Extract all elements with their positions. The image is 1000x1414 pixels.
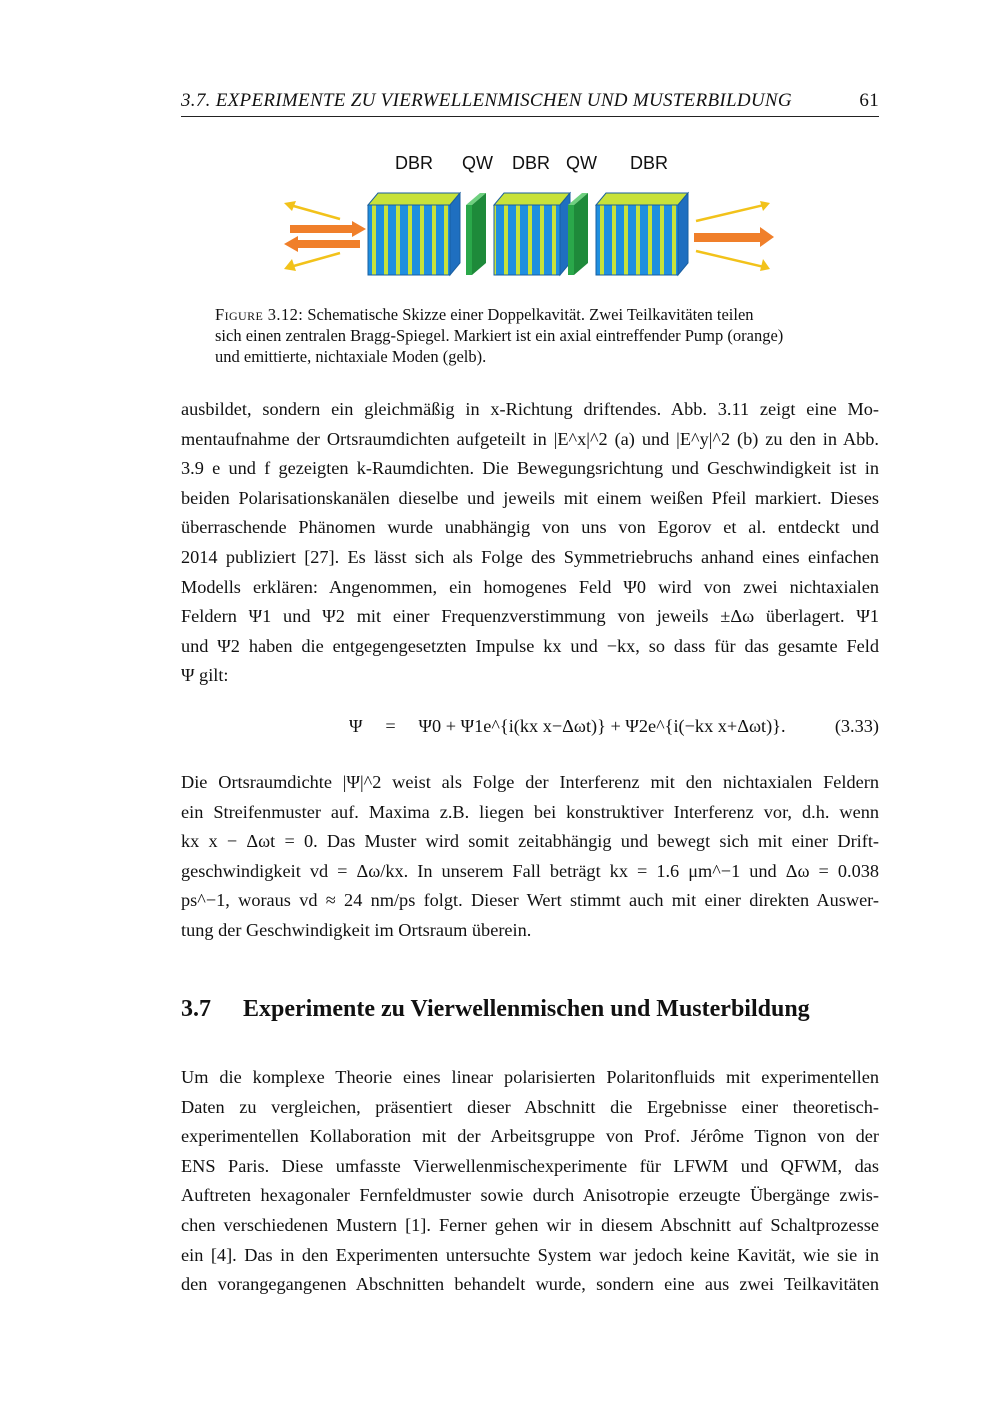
text-line: chen verschiedenen Mustern [1]. Ferner gehen wir in diesem Abschnitt auf Schaltprozesse bbox=[181, 1214, 879, 1235]
paragraph-interference bbox=[181, 768, 879, 946]
section-number: 3.7 bbox=[181, 996, 211, 1022]
equation-3-33 bbox=[181, 716, 879, 746]
caption-line: sich einen zentralen Bragg-Spiegel. Markiert ist ein axial eintreffender Pump (orange) bbox=[215, 326, 784, 345]
text-line: Ψ gilt: bbox=[181, 665, 229, 686]
equation-lhs: Ψ bbox=[349, 716, 363, 736]
text-line: ein Streifenmuster auf. Maxima z.B. liegen bei konstruktiver Interferenz vor, d.h. wenn bbox=[181, 801, 879, 822]
dbr-block-right bbox=[596, 193, 688, 275]
caption-line: Schematische Skizze einer Doppelkavität. Zwei Teilkavitäten teilen bbox=[307, 305, 754, 324]
text-line: den vorangegangenen Abschnitten behandelt wurde, sondern eine aus zwei Teilkavitäten bbox=[181, 1274, 879, 1295]
text-line: Modells erklären: Angenommen, ein homogenes Feld Ψ0 wird von zwei nichtaxialen bbox=[181, 576, 879, 597]
qw-layer-left bbox=[466, 193, 486, 275]
page-number: 61 bbox=[859, 90, 879, 111]
text-line: ps^−1, woraus vd ≈ 24 nm/ps folgt. Dieser Wert stimmt auch mit einer direkten Auswer- bbox=[181, 890, 879, 911]
equation-relation: = bbox=[385, 716, 396, 736]
figure-label-dbr-left: DBR bbox=[395, 153, 434, 173]
caption-line: und emittierte, nichtaxiale Moden (gelb). bbox=[215, 347, 487, 366]
paragraph-experiments bbox=[181, 1063, 879, 1300]
text-line: ausbildet, sondern ein gleichmäßig in x-Richtung driftendes. Abb. 3.11 zeigt eine Mo- bbox=[181, 399, 879, 419]
qw-layer-right bbox=[568, 193, 588, 275]
figure-caption bbox=[215, 304, 855, 367]
section-heading bbox=[181, 996, 901, 1023]
figure-label-dbr-center: DBR bbox=[512, 153, 551, 173]
text-line: 2014 publiziert [27]. Es lässt sich als Folge des Symmetriebruchs anhand eines einfachen bbox=[181, 546, 879, 567]
paragraph-drift bbox=[181, 395, 879, 691]
figure-label-qw-right: QW bbox=[566, 153, 597, 173]
text-line: tung der Geschwindigkeit im Ortsraum überein. bbox=[181, 919, 532, 940]
dbr-block-left bbox=[368, 193, 460, 275]
text-line: Um die komplexe Theorie eines linear polarisierten Polaritonfluids mit experimentellen bbox=[181, 1067, 879, 1087]
arrows-right bbox=[694, 201, 774, 271]
text-line: überraschende Phänomen wurde unabhängig von uns von Egorov et al. entdeckt und bbox=[181, 517, 879, 538]
equation-body bbox=[349, 716, 786, 737]
text-line: Auftreten hexagonaler Fernfeldmuster sowie durch Anisotropie erzeugte Übergänge zwis- bbox=[181, 1185, 879, 1206]
equation-number: (3.33) bbox=[834, 716, 879, 736]
text-line: und Ψ2 haben die entgegengesetzten Impulse kx und −kx, so dass für das gesamte Feld bbox=[181, 635, 879, 656]
figure-label-qw-left: QW bbox=[462, 153, 493, 173]
dbr-block-center bbox=[494, 193, 570, 275]
caption-label: Figure 3.12: bbox=[215, 305, 304, 324]
text-line: kx x − Δωt = 0. Das Muster wird somit zeitabhängig und bewegt sich mit einer Drift- bbox=[181, 831, 879, 852]
text-line: mentaufnahme der Ortsraumdichten aufgeteilt in |E^x|^2 (a) und |E^y|^2 (b) zu den in Abb. bbox=[181, 428, 879, 449]
text-line: beiden Polarisationskanälen dieselbe und jeweils mit einem weißen Pfeil markiert. Dieses bbox=[181, 487, 879, 508]
text-line: Die Ortsraumdichte |Ψ|^2 weist als Folge der Interferenz mit den nichtaxialen Feldern bbox=[181, 772, 879, 792]
running-header bbox=[181, 88, 879, 117]
text-line: ein [4]. Das in den Experimenten untersuchte System war jedoch keine Kavität, wie sie in bbox=[181, 1244, 879, 1265]
arrows-left bbox=[284, 201, 366, 271]
text-line: Daten zu vergleichen, präsentiert dieser Abschnitt die Ergebnisse einer theoretisch- bbox=[181, 1096, 879, 1117]
section-title: Experimente zu Vierwellenmischen und Musterbildung bbox=[243, 996, 810, 1022]
equation-rhs: Ψ0 + Ψ1e^{i(kx x−Δωt)} + Ψ2e^{i(−kx x+Δωt)}. bbox=[418, 716, 786, 736]
text-line: geschwindigkeit vd = Δω/kx. In unserem Fall beträgt kx = 1.6 μm^−1 und Δω = 0.038 bbox=[181, 860, 879, 881]
figure-double-cavity bbox=[270, 145, 790, 285]
running-header-title: 3.7. EXPERIMENTE ZU VIERWELLENMISCHEN UND MUSTERBILDUNG bbox=[181, 90, 792, 111]
text-line: experimentellen Kollaboration mit der Arbeitsgruppe von Prof. Jérôme Tignon von der bbox=[181, 1126, 879, 1147]
cavity-schematic-svg bbox=[270, 145, 790, 285]
figure-label-dbr-right: DBR bbox=[630, 153, 669, 173]
text-line: ENS Paris. Diese umfasste Vierwellenmischexperimente für LFWM und QFWM, das bbox=[181, 1155, 879, 1176]
text-line: Feldern Ψ1 und Ψ2 mit einer Frequenzverstimmung von jeweils ±Δω überlagert. Ψ1 bbox=[181, 606, 879, 627]
text-line: 3.9 e und f gezeigten k-Raumdichten. Die Bewegungsrichtung und Geschwindigkeit ist in bbox=[181, 458, 879, 479]
